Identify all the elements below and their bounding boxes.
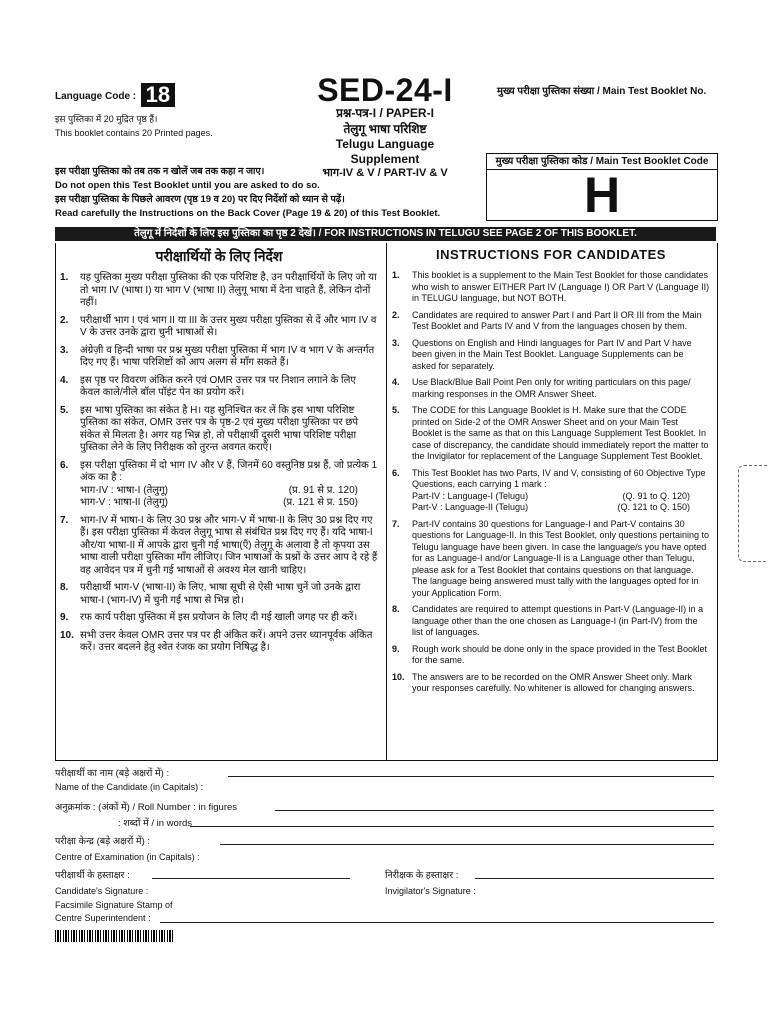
warnings [55,165,485,221]
instructions-panel [55,243,718,761]
pages-english: This booklet contains 20 Printed pages. [55,128,213,138]
instruction-text: This Test Booklet has two Parts, IV and V, consisting of 60 Objective Type Questions, each carrying 1 mark : [412,467,706,489]
telugu-instructions-bar: तेलुगू में निर्देशों के लिए इस पुस्तिका का पृष्ठ 2 देखें। / FOR INSTRUCTIONS IN TELUGU SEE PAGE 2 OF THIS BOOKLET. [55,227,716,241]
english-heading: INSTRUCTIONS FOR CANDIDATES [436,247,666,262]
booklet-code-label: मुख्य परीक्षा पुस्तिका कोड / Main Test Booklet Code [487,154,717,170]
roll-words-label: : शब्दों में / in words [118,818,193,829]
instruction-item [60,515,378,578]
english-instructions [392,247,710,700]
instruction-item [392,519,710,600]
warning-english-2: Read carefully the Instructions on the Back Cover (Page 19 & 20) of this Test Booklet. [55,208,441,219]
instruction-text: सभी उत्तर केवल OMR उत्तर पत्र पर ही अंकित करें। अपने उत्तर ध्यानपूर्वक अंकित करें। उत्तर बदलने हेतु श्वेत रंजक का प्रयोग निषिद्ध है। [80,629,373,653]
part-label: भाग-V : भाषा-II (तेलुगू) [80,497,169,508]
part-label: Part-V : Language-II (Telugu) [412,502,529,512]
part-row [80,497,378,510]
instruction-number: 2. [392,309,400,320]
column-divider [386,243,387,760]
parts-label: भाग-IV & V / PART-IV & V [322,167,448,179]
hindi-heading: परीक्षार्थियों के लिए निर्देश [155,248,283,264]
instruction-item [60,630,378,655]
instruction-number: 6. [392,467,400,478]
instruction-text: Candidates are required to answer Part I and Part II OR III from the Main Test Booklet and Parts IV and V from the languages chosen by them. [412,309,702,331]
main-booklet-no-label: मुख्य परीक्षा पुस्तिका संख्या / Main Test Booklet No. [497,86,707,97]
instruction-number: 9. [392,643,400,654]
instruction-item [60,460,378,510]
hindi-list [60,272,378,655]
instruction-number: 5. [60,404,69,416]
instruction-number: 1. [392,270,400,280]
instruction-text: इस परीक्षा पुस्तिका में दो भाग IV और V हैं, जिनमें 60 वस्तुनिष्ठ प्रश्न हैं, जो प्रत्येक 1 अंक का है : [80,459,378,483]
instruction-item [392,604,710,639]
instruction-number: 8. [60,582,69,593]
instruction-number: 10. [60,629,74,641]
instruction-item [60,375,378,400]
instruction-item [60,345,378,370]
roll-words-line[interactable] [190,826,714,827]
name-input-line[interactable] [228,776,714,777]
instruction-number: 4. [392,377,400,387]
instruction-item [392,310,710,333]
instruction-text: रफ कार्य परीक्षा पुस्तिका में इस प्रयोजन के लिए दी गई खाली जगह पर ही करें। [80,612,358,623]
instruction-text: The answers are to be recorded on the OMR Answer Sheet only. Mark your responses carefully. No whitener is allowed for changing answers. [412,671,695,693]
booklet-code-box [486,153,718,221]
centre-english-label: Centre of Examination (in Capitals) : [55,852,200,862]
instruction-number: 2. [60,314,69,326]
instruction-number: 3. [60,344,69,356]
instruction-text: भाग-IV में भाषा-I के लिए 30 प्रश्न और भाग-V में भाषा-II के लिए 30 प्रश्न दिए गए हैं। इस परीक्षा पुस्तिका में केवल तेलुगू भाषा से संबंधित प्रश्न दिए गए हैं। यदि भाषा-I और/या भाषा-II में आपके द्वारा चुनी गई भाषा(एँ) तेलुगू के अलावा है तो कृपया उस भाषा वाली परीक्षा पुस्तिका माँग लीजिए। जिन भाषाओं के प्रश्नों के उत्तर आप दे रहे हैं वह आवेदन पत्र में चुनी गई भाषाओं से अवश्य मेल खानी चाहिए। [80,514,378,576]
invigilator-sign-english: Invigilator's Signature : [385,886,476,896]
centre-hindi-label: परीक्षा केन्द्र (बड़े अक्षरों में) : [55,836,151,847]
instruction-text: Use Black/Blue Ball Point Pen only for writing particulars on this page/ marking responses in the OMR Answer Sheet. [412,377,691,399]
candidate-sign-line[interactable] [152,878,350,879]
invigilator-sign-line[interactable] [475,878,714,879]
instruction-text: यह पुस्तिका मुख्य परीक्षा पुस्तिका की एक परिशिष्ट है, उन परीक्षार्थियों के लिए जो या तो भाग IV (भाषा I) या भाग V (भाषा II) तेलुगू भाषा में देना चाहते हैं, लेकिन दोनों नहीं। [80,272,377,308]
series-code: SED-24-I [317,72,453,108]
instruction-text: Rough work should be done only in the space provided in the Test Booklet for the same. [412,643,708,665]
instruction-number: 4. [60,374,69,386]
instruction-item [60,272,378,310]
part-range: (Q. 91 to Q. 120) [622,490,690,501]
language-code-value: 18 [141,83,175,107]
instruction-text: The CODE for this Language Booklet is H. Make sure that the CODE printed on Side-2 of the OMR Answer Sheet and on your Main Test Booklet is the same as that on this Language Supplement Test Booklet. In case of discrepancy, the candidate should immediately report the matter to the Invigilator for replacement of the Language Supplement Test Booklet. [412,405,709,461]
hindi-instructions [60,247,378,660]
instruction-text: इस पृष्ठ पर विवरण अंकित करने एवं OMR उत्तर पत्र पर निशान लगाने के लिए केवल काले/नीले बॉल पॉइंट पेन का प्रयोग करें। [80,374,356,398]
instruction-text: परीक्षार्थी भाग I एवं भाग II या III के उत्तर मुख्य परीक्षा पुस्तिका से दें और भाग IV व V के उत्तर उनके द्वारा चुनी भाषाओं से। [80,314,377,338]
invigilator-sign-hindi: निरीक्षक के हस्ताक्षर : [385,870,459,881]
instruction-text: इस भाषा पुस्तिका का संकेत है H। यह सुनिश्चित कर लें कि इस भाषा परिशिष्ट पुस्तिका का संकेत, OMR उत्तर पत्र के पृष्ठ-2 एवं मुख्य परीक्षा पुस्तिका पर छपे संकेत से मिलता है। अगर यह भिन्न हो, तो परीक्षार्थी दूसरी भाषा परिशिष्ट परीक्षा पुस्तिका लेने के लिए निरीक्षक को तुरन्त अवगत कराएँ। [80,404,359,453]
barcode [55,930,173,942]
name-hindi-label: परीक्षार्थी का नाम (बड़े अक्षरों में) : [55,768,170,779]
instruction-number: 7. [60,514,69,526]
warning-hindi-1: इस परीक्षा पुस्तिका को तब तक न खोलें जब तक कहा न जाए। [55,166,265,177]
instruction-number: 10. [392,671,405,682]
omr-cutout-marker [738,465,768,562]
instruction-item [392,270,710,305]
part-row [80,485,378,498]
warning-english-1: Do not open this Test Booklet until you are asked to do so. [55,180,320,191]
part-label: भाग-IV : भाषा-I (तेलुगू) [80,484,169,496]
instruction-item [392,468,710,514]
instruction-item [60,612,378,625]
instruction-item [392,672,710,695]
instruction-text: Questions on English and Hindi languages for Part IV and Part V have been given in the Main Test Booklet. Language Supplements can be asked for separately. [412,337,692,371]
part-range: (प्र. 121 से प्र. 150) [283,497,358,508]
english-list [392,270,710,695]
part-range: (Q. 121 to Q. 150) [617,502,690,512]
instruction-item [392,405,710,463]
stamp-line[interactable] [160,922,714,923]
instruction-number: 6. [60,459,69,471]
instruction-item [60,405,378,455]
part-label: Part-IV : Language-I (Telugu) [412,490,529,501]
language-code-label: Language Code : [55,91,137,103]
subject-hindi: तेलुगू भाषा परिशिष्ट [343,122,427,136]
instruction-number: 9. [60,612,69,623]
instruction-number: 7. [392,518,400,529]
instruction-text: This booklet is a supplement to the Main Test Booklet for those candidates who wish to answer EITHER Part IV (Language I) OR Part V (Language II) in TELUGU language, but NOT BOTH. [412,270,710,303]
instruction-item [392,338,710,373]
stamp-label-2: Centre Superintendent : [55,913,151,923]
instruction-item [60,315,378,340]
instruction-text: परीक्षार्थी भाग-V (भाषा-II) के लिए, भाषा सूची से ऐसी भाषा चुनें जो उनके द्वारा भाषा-I (भाग-IV) में चुनी गई भाषा से भिन्न हो। [80,582,361,606]
instruction-number: 3. [392,337,400,348]
instruction-text: Part-IV contains 30 questions for Language-I and Part-V contains 30 questions for Language-II. In this Test Booklet, only questions pertaining to Telugu language have been given. In case the language/s you have opted for as Language-I and/or Language-II is a Language other than Telugu, please ask for a Test Booklet that contains questions on that language. The language being answered must tally with the languages opted for in your Application Form. [412,518,710,598]
subject-english: Telugu Language Supplement [335,137,435,166]
instruction-item [392,644,710,667]
booklet-code-letter: H [583,167,621,223]
instruction-item [392,377,710,400]
instruction-text: अंग्रेज़ी व हिन्दी भाषा पर प्रश्न मुख्य परीक्षा पुस्तिका में भाग IV व भाग V के अन्तर्गत दिए गए हैं। भाषा परिशिष्टों को आप अलग से माँग सकते हैं। [80,344,375,368]
roll-number-label: अनुक्रमांक : (अंकों में) / Roll Number : in figures [55,802,238,813]
instruction-number: 8. [392,604,400,614]
instruction-number: 1. [60,272,69,283]
language-code [55,83,175,107]
part-range: (प्र. 91 से प्र. 120) [288,484,358,496]
instruction-item [60,582,378,607]
pages-hindi: इस पुस्तिका में 20 मुद्रित पृष्ठ हैं। [55,114,158,124]
stamp-label-1: Facsimile Signature Stamp of [55,900,173,910]
instruction-number: 5. [392,405,400,415]
instruction-text: Candidates are required to attempt questions in Part-V (Language-II) in a language other than the one chosen as Language-I (in Part-IV) from the list of languages. [412,604,704,637]
part-row [412,491,710,503]
warning-hindi-2: इस परीक्षा पुस्तिका के पिछले आवरण (पृष्ठ 19 व 20) पर दिए निर्देशों को ध्यान से पढ़ें। [55,194,345,205]
candidate-sign-hindi: परीक्षार्थी के हस्ताक्षर : [55,870,130,881]
roll-figures-line[interactable] [275,810,714,811]
name-english-label: Name of the Candidate (in Capitals) : [55,782,204,792]
centre-input-line[interactable] [220,844,714,845]
part-row [412,502,710,514]
candidate-sign-english: Candidate's Signature : [55,886,149,896]
paper-label: प्रश्न-पत्र-I / PAPER-I [336,106,434,120]
